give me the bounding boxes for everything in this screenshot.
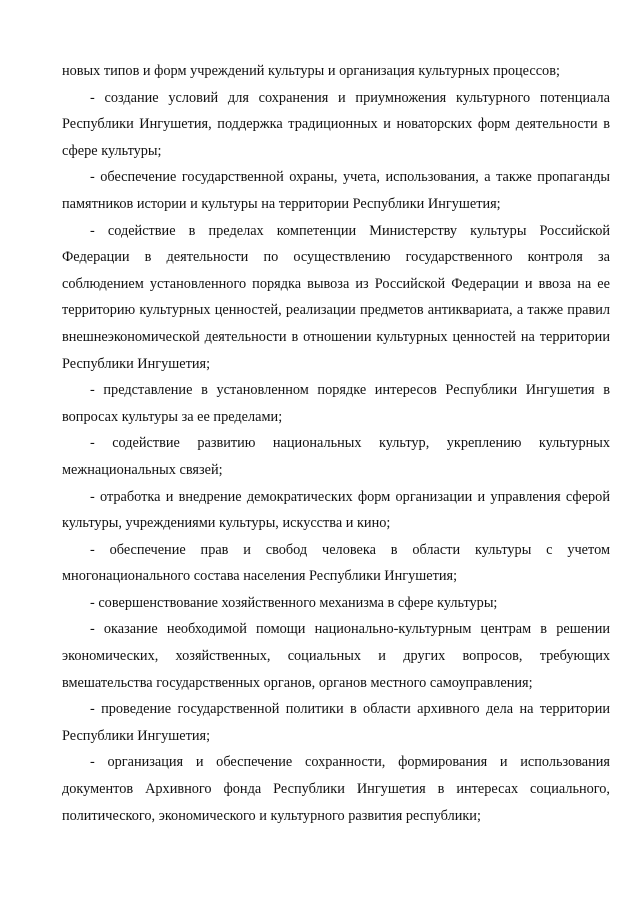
paragraph-continuation: новых типов и форм учреждений культуры и организация культурных процессов; (62, 63, 560, 79)
list-item-archival-policy: - проведение государственной политики в области архивного дела на территории Республики Ингушетия; (62, 701, 610, 744)
list-item-state-control-assistance: - содействие в пределах компетенции Министерству культуры Российской Федерации в деятельности по осуществлению государственного контроля за соблюдением установленного порядка вывоза из Российской Федерации и ввоза на ее территорию культурных ценностей, реализации предметов антиквариата, а также правил внешнеэкономической деятельности в отношении культурных ценностей на территории Республики Ингушетия; (62, 222, 610, 372)
list-item-human-rights: - обеспечение прав и свобод человека в области культуры с учетом многонационального состава населения Республики Ингушетия; (62, 541, 610, 585)
list-item-monument-protection: - обеспечение государственной охраны, учета, использования, а также пропаганды памятников истории и культуры на территории Республики Ингушетия; (62, 169, 610, 212)
list-item-representation-of-interests: - представление в установленном порядке интересов Республики Ингушетия в вопросах культуры за ее пределами; (62, 382, 610, 425)
list-item-archive-fund: - организация и обеспечение сохранности, формирования и использования документов Архивного фонда Республики Ингушетия в интересах социального, политического, экономического и культурного развития республики; (62, 754, 610, 824)
list-item-cultural-centers-assistance: - оказание необходимой помощи национально-культурным центрам в решении экономических, хозяйственных, социальных и других вопросов, требующих вмешательства государственных органов, органов местного самоуправления; (62, 621, 610, 691)
list-item-economic-mechanism: - совершенствование хозяйственного механизма в сфере культуры; (90, 594, 498, 611)
list-item-democratic-forms: - отработка и внедрение демократических форм организации и управления сферой культуры, учреждениями культуры, искусства и кино; (62, 488, 610, 532)
list-item-cultural-potential: - создание условий для сохранения и приумножения культурного потенциала Республики Ингушетия, поддержка традиционных и новаторских форм деятельности в сфере культуры; (62, 89, 610, 159)
list-item-national-cultures: - содействие развитию национальных культур, укреплению культурных межнациональных связей; (62, 435, 610, 478)
